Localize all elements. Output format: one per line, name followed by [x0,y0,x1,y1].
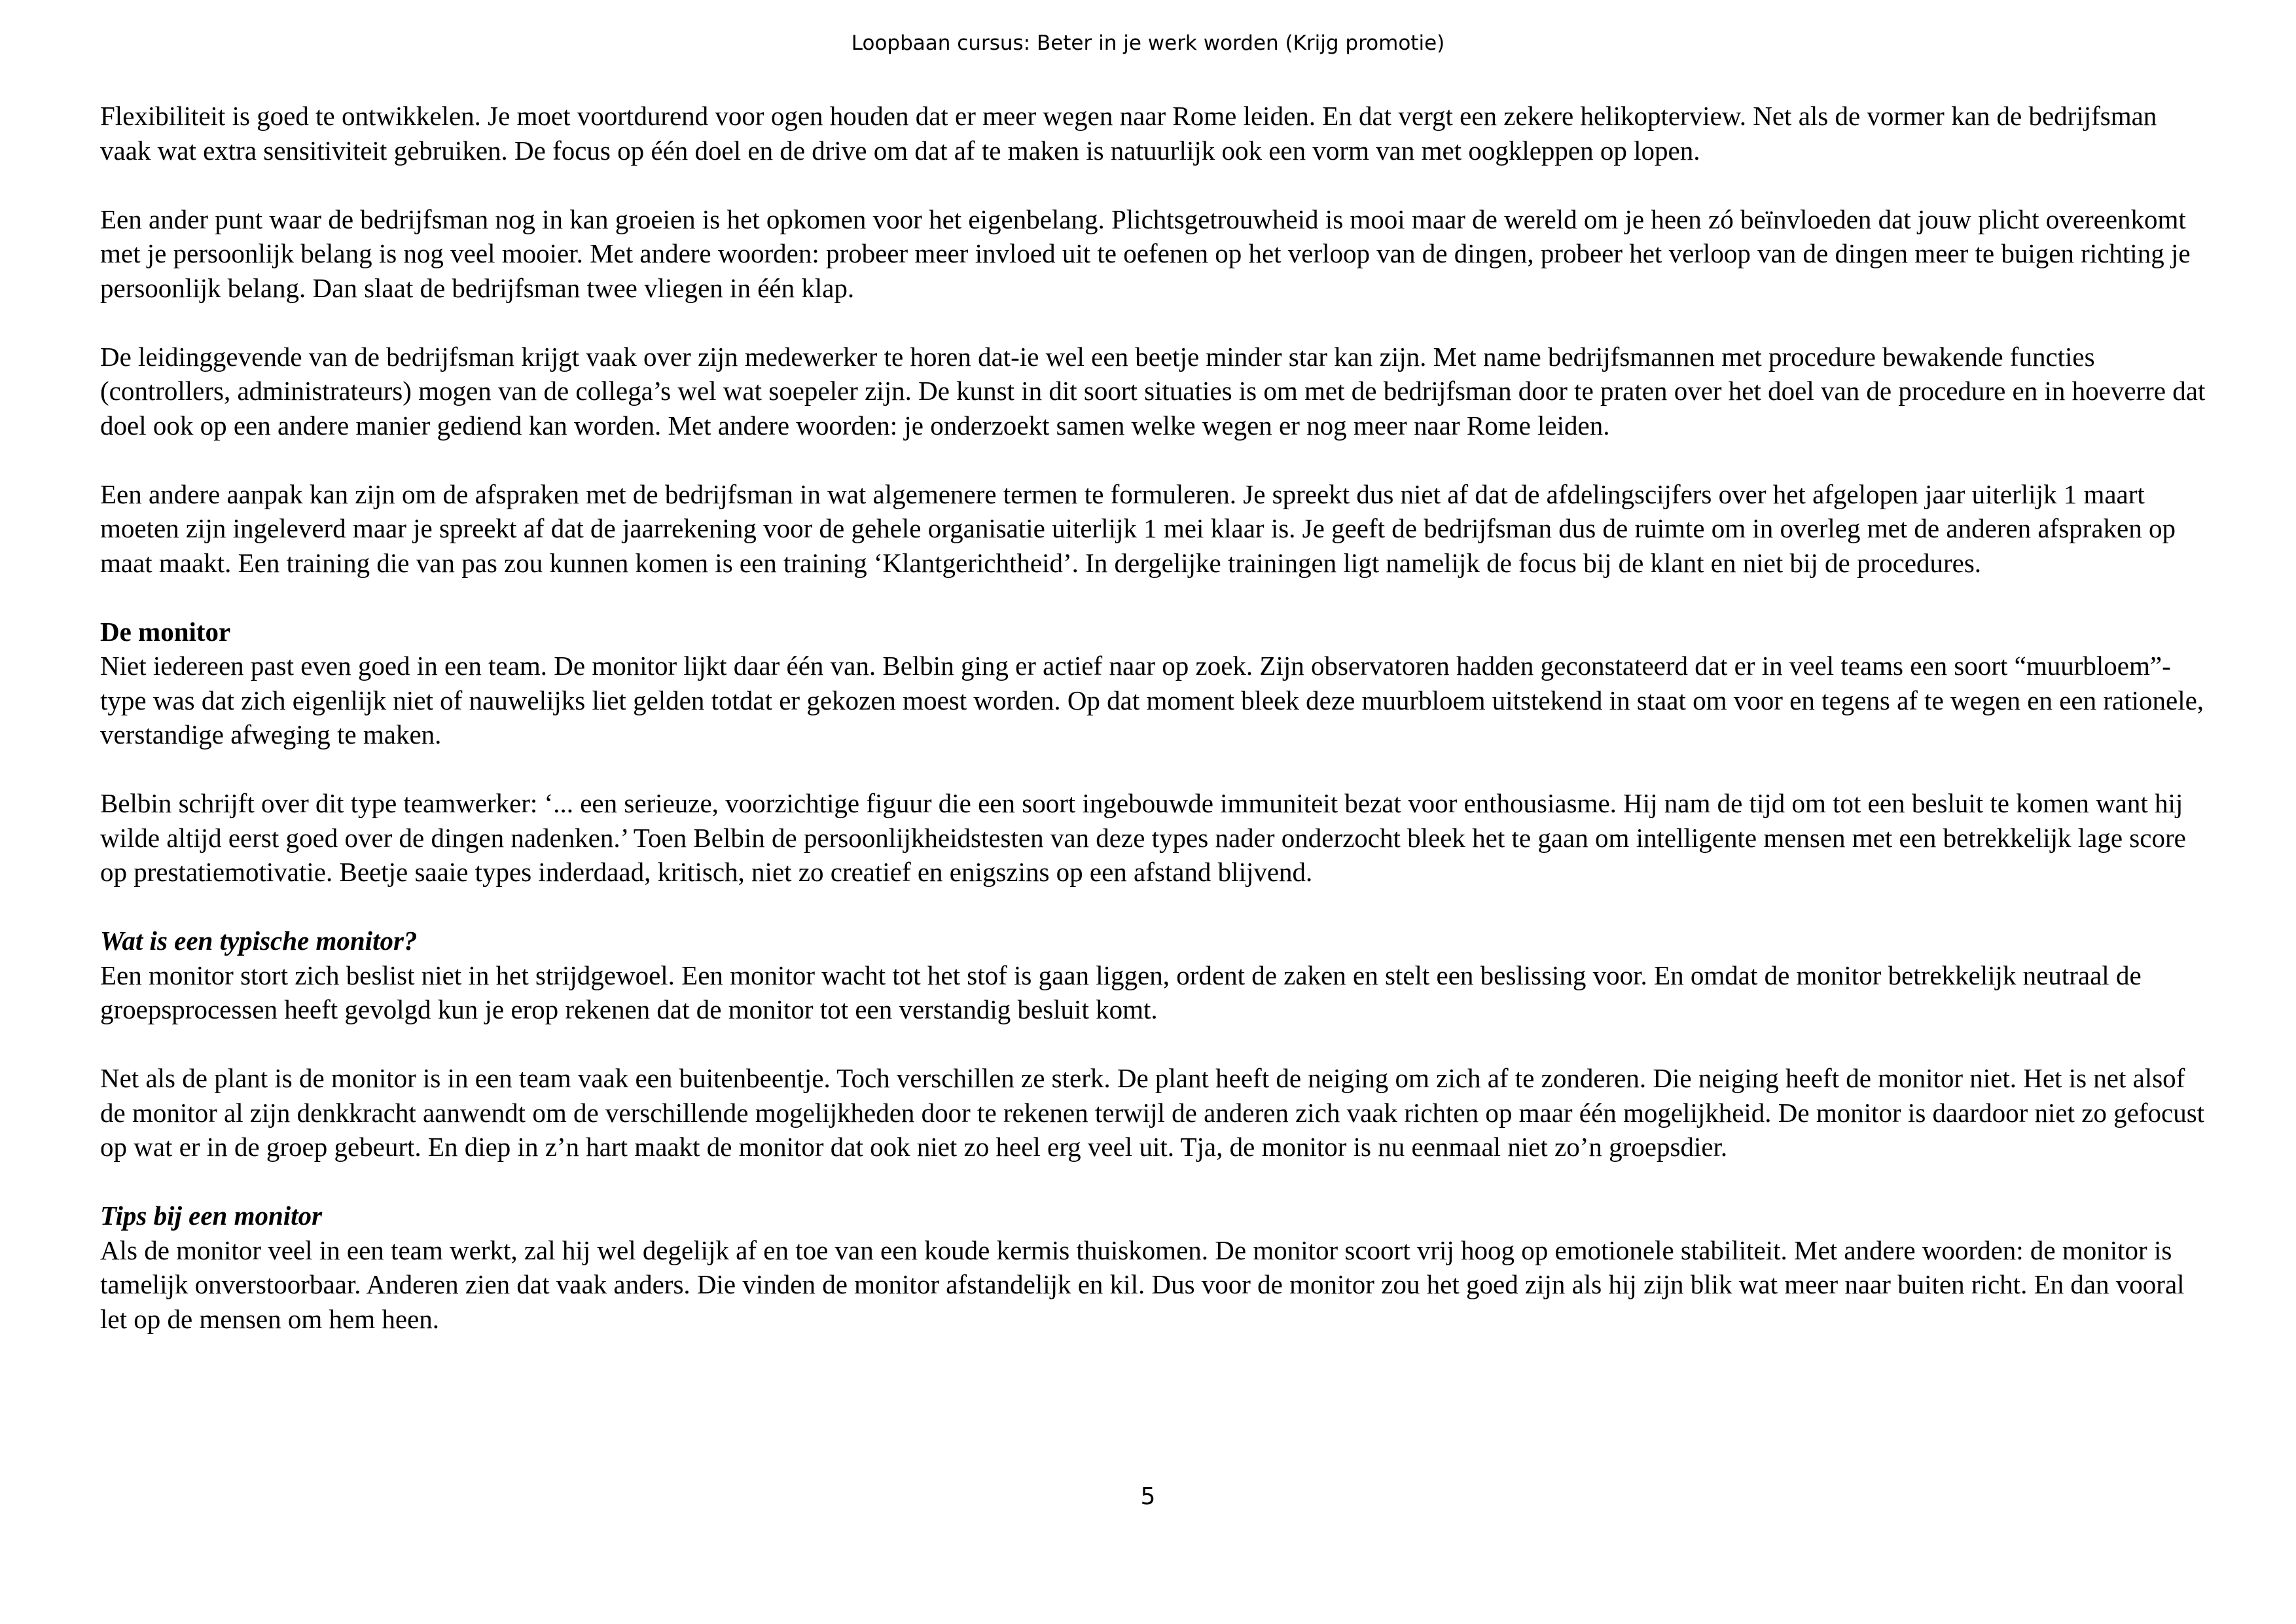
paragraph-monitor-intro: Niet iedereen past even goed in een team. De monitor lijkt daar één van. Belbin ging er actief naar op zoek. Zijn observatoren hadden geconstateerd dat er in veel teams een soort “muurbloem”-type was dat zich eigenlijk niet of nauwelijks liet gelden totdat er gekozen moest worden. Op dat moment bleek deze muurbloem uitstekend in staat om voor en tegens af te wegen en een rationele, verstandige afweging te maken. [100,651,2204,749]
paragraph-aanpak: Een andere aanpak kan zijn om de afspraken met de bedrijfsman in wat algemenere termen te formuleren. Je spreekt dus niet af dat de afdelingscijfers over het afgelopen jaar uiterlijk 1 maart moeten zijn ingeleverd maar je spreekt af dat de jaarrekening voor de gehele organisatie uiterlijk 1 mei klaar is. Je geeft de bedrijfsman dus de ruimte om in overleg met de anderen afspraken op maat maakt. Een training die van pas zou kunnen komen is een training ‘Klantgerichtheid’. In dergelijke trainingen ligt namelijk de focus bij de klant en niet bij de procedures. [100,478,2176,578]
page-content [100,99,2208,1336]
paragraph-spacer [100,752,2208,787]
paragraph-eigenbelang: Een ander punt waar de bedrijfsman nog in kan groeien is het opkomen voor het eigenbelang. Plichtsgetrouwheid is mooi maar de wereld om je heen zó beïnvloeden dat jouw plicht overeenkomt met je persoonlijk belang is nog veel mooier. Met andere woorden: probeer meer invloed uit te oefenen op het verloop van de dingen, probeer het verloop van de dingen meer te buigen richting je persoonlijk belang. Dan slaat de bedrijfsman twee vliegen in één klap. [100,204,2191,303]
paragraph-flexibiliteit: Flexibiliteit is goed te ontwikkelen. Je moet voortdurend voor ogen houden dat er meer wegen naar Rome leiden. En dat vergt een zekere helikopterview. Net als de vormer kan de bedrijfsman vaak wat extra sensitiviteit gebruiken. De focus op één doel en de drive om dat af te maken is natuurlijk ook een vorm van met oogkleppen op lopen. [100,101,2157,166]
paragraph-spacer [100,305,2208,340]
section-heading-tips: Tips bij een monitor [100,1200,323,1231]
section-heading-monitor: De monitor [100,616,231,647]
paragraph-belbin-quote: Belbin schrijft over dit type teamwerker: ‘... een serieuze, voorzichtige figuur die een soort ingebouwde immuniteit bezat voor enthousiasme. Hij nam de tijd om tot een besluit te komen want hij wilde altijd eerst goed over de dingen nadenken.’ Toen Belbin de persoonlijkheidstesten van deze types nader onderzocht bleek het te gaan om intelligente mensen met een betrekkelijk lage score op prestatiemotivatie. Beetje saaie types inderdaad, kritisch, niet zo creatief en enigszins op een afstand blijvend. [100,788,2186,887]
paragraph-typische-monitor: Een monitor stort zich beslist niet in het strijdgewoel. Een monitor wacht tot het stof is gaan liggen, ordent de zaken en stelt een beslissing voor. En omdat de monitor betrekkelijk neutraal de groepsprocessen heeft gevolgd kun je erop rekenen dat de monitor tot een verstandig besluit komt. [100,960,2142,1024]
paragraph-tips: Als de monitor veel in een team werkt, zal hij wel degelijk af en toe van een koude kermis thuiskomen. De monitor scoort vrij hoog op emotionele stabiliteit. Met andere woorden: de monitor is tamelijk onverstoorbaar. Anderen zien dat vaak anders. Die vinden de monitor afstandelijk en kil. Dus voor de monitor zou het goed zijn als hij zijn blik wat meer naar buiten richt. En dan vooral let op de mensen om hem heen. [100,1235,2185,1334]
paragraph-spacer [100,1164,2208,1199]
section-heading-typische-monitor: Wat is een typische monitor? [100,926,418,956]
paragraph-spacer [100,890,2208,924]
paragraph-spacer [100,580,2208,615]
paragraph-spacer [100,1027,2208,1062]
paragraph-plant-vergelijking: Net als de plant is de monitor is in een team vaak een buitenbeentje. Toch verschillen ze sterk. De plant heeft de neiging om zich af te zonderen. Die neiging heeft de monitor niet. Het is net alsof de monitor al zijn denkkracht aanwendt om de verschillende mogelijkheden door te rekenen terwijl de anderen zich vaak richten op maar één mogelijkheid. De monitor is daardoor niet zo gefocust op wat er in de groep gebeurt. En diep in z’n hart maakt de monitor dat ook niet zo heel erg veel uit. Tja, de monitor is nu eenmaal niet zo’n groepsdier. [100,1063,2205,1162]
page-header: Loopbaan cursus: Beter in je werk worden (Krijg promotie) [851,31,1445,55]
page-number: 5 [1140,1483,1156,1510]
paragraph-spacer [100,442,2208,477]
paragraph-leidinggevende: De leidinggevende van de bedrijfsman krijgt vaak over zijn medewerker te horen dat-ie wel een beetje minder star kan zijn. Met name bedrijfsmannen met procedure bewakende functies (controllers, administrateurs) mogen van de collega’s wel wat soepeler zijn. De kunst in dit soort situaties is om met de bedrijfsman door te praten over het doel van de procedure en in hoeverre dat doel ook op een andere manier gediend kan worden. Met andere woorden: je onderzoekt samen welke wegen er nog meer naar Rome leiden. [100,341,2206,441]
paragraph-spacer [100,168,2208,202]
